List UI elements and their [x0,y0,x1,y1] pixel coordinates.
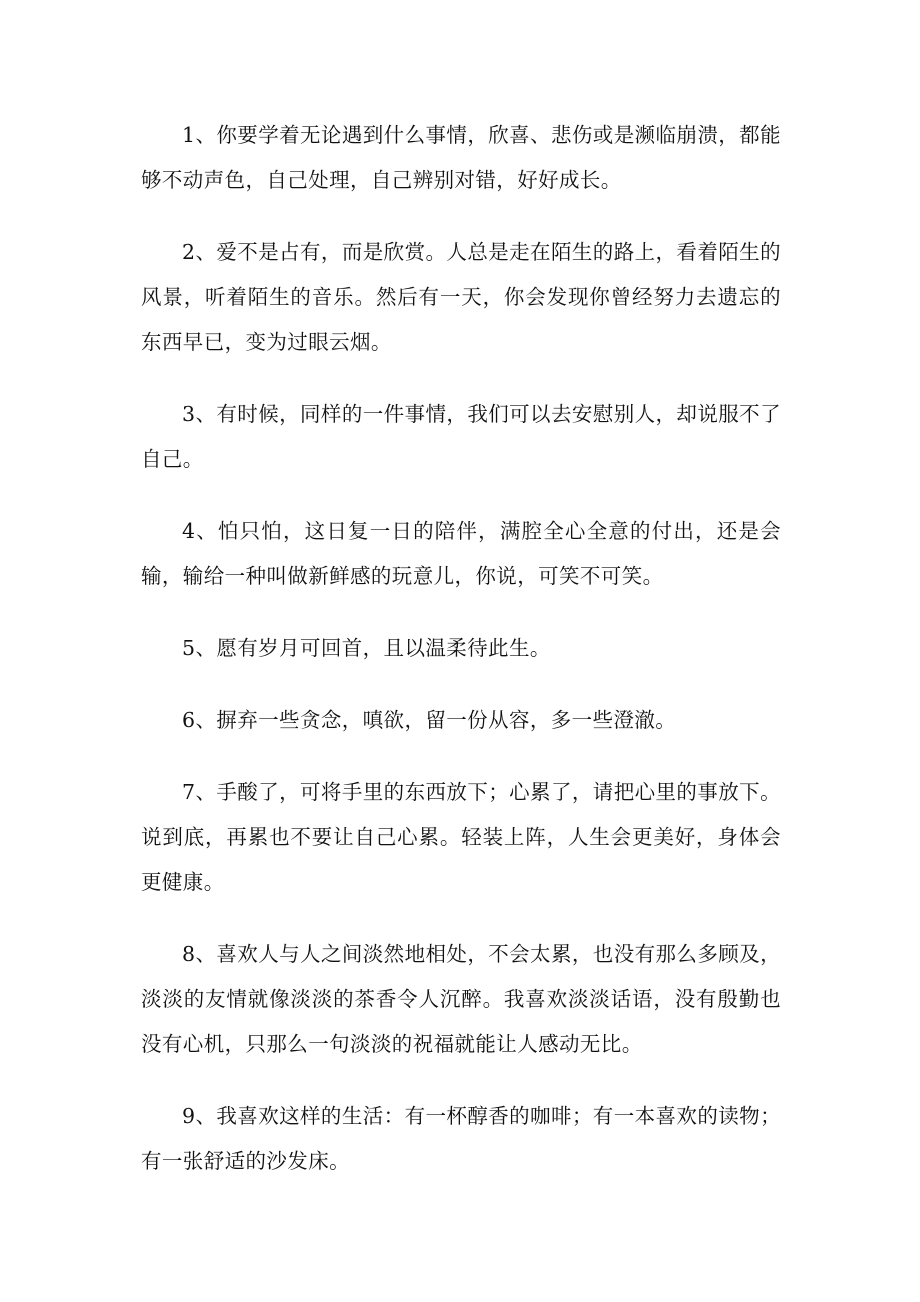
document-body [141,113,781,1211]
paragraph-9: 9、我喜欢这样的生活：有一杯醇香的咖啡；有一本喜欢的读物；有一张舒适的沙发床。 [141,1104,781,1173]
paragraph-8: 8、喜欢人与人之间淡然地相处，不会太累，也没有那么多顾及，淡淡的友情就像淡淡的茶香令人沉醉。我喜欢淡淡话语，没有殷勤也没有心机，只那么一句淡淡的祝福就能让人感动无比。 [141,942,781,1056]
paragraph-3: 3、有时候，同样的一件事情，我们可以去安慰别人，却说服不了自己。 [141,402,781,471]
paragraph-7: 7、手酸了，可将手里的东西放下；心累了，请把心里的事放下。说到底，再累也不要让自己心累。轻装上阵，人生会更美好，身体会更健康。 [141,780,781,894]
paragraph-2: 2、爱不是占有，而是欣赏。人总是走在陌生的路上，看着陌生的风景，听着陌生的音乐。然后有一天，你会发现你曾经努力去遗忘的东西早已，变为过眼云烟。 [141,240,781,354]
paragraph-1: 1、你要学着无论遇到什么事情，欣喜、悲伤或是濒临崩溃，都能够不动声色，自己处理，自己辨别对错，好好成长。 [141,123,781,192]
paragraph-5: 5、愿有岁月可回首，且以温柔待此生。 [182,636,551,660]
paragraph-6: 6、摒弃一些贪念，嗔欲，留一份从容，多一些澄澈。 [182,708,677,732]
paragraph-4: 4、怕只怕，这日复一日的陪伴，满腔全心全意的付出，还是会输，输给一种叫做新鲜感的玩意儿，你说，可笑不可笑。 [141,519,781,588]
